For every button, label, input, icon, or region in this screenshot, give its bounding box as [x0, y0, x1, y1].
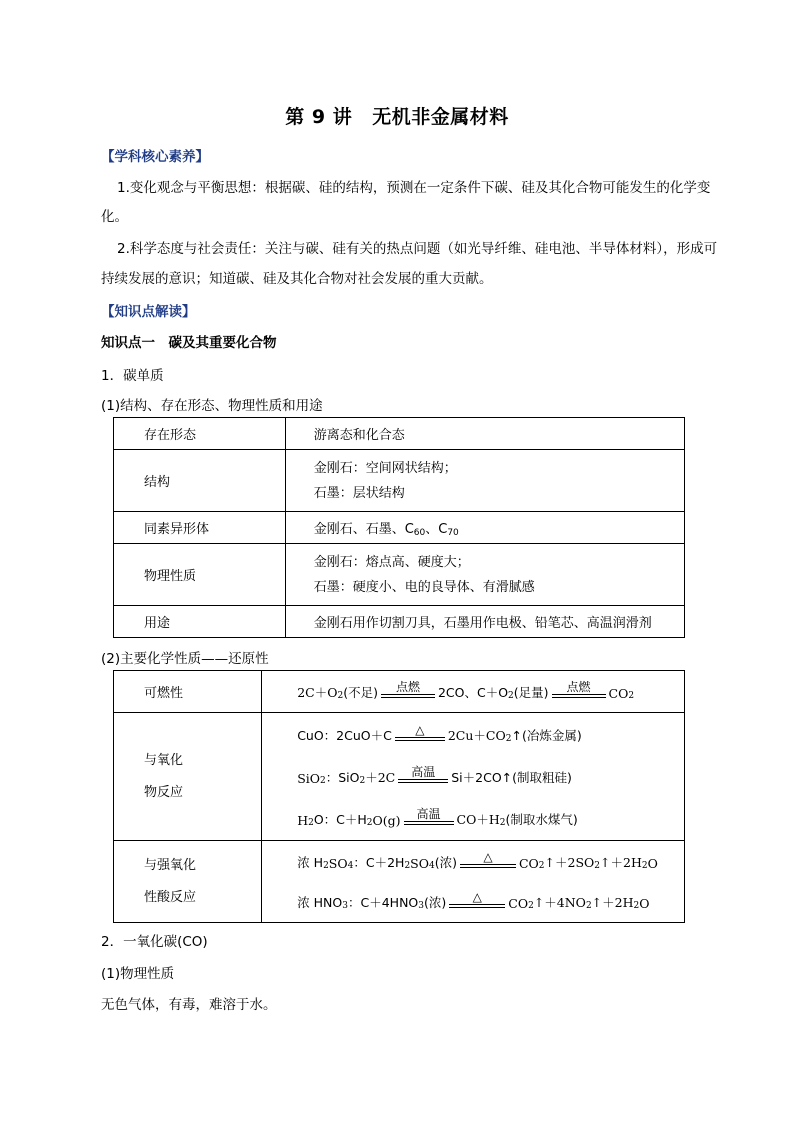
row-label-allotropes: 同素异形体	[114, 512, 286, 544]
table-row	[114, 418, 685, 450]
equation-h2so4: 浓 H $_2$ SO $_4$ ：C＋2H $_2$ SO $_4$ (浓) △ CO $_2$ ↑＋2SO $_2$ ↑＋2H $_2$ O	[297, 849, 658, 871]
core-paragraph-2-line-2: 持续发展的意识；知道碳、硅及其化合物对社会发展的重大贡献。	[101, 271, 493, 287]
equation-hno3: 浓 HNO $_3$ ：C＋4HNO $_3$ (浓) △ CO $_2$ ↑＋4NO $_2$ ↑＋2H $_2$ O	[297, 889, 650, 911]
equation-combustion: 2C＋O $_2$ (不足) 点燃 2CO、C＋O $_2$ (足量) 点燃 CO $_2$	[297, 679, 635, 701]
table-row	[114, 450, 685, 512]
condition-ignite: 点燃	[566, 679, 591, 694]
row-label-physical: 物理性质	[114, 544, 286, 606]
core-paragraph-2-line-1: 2.科学态度与社会责任：关注与碳、硅有关的热点问题（如光导纤维、硅电池、半导体材料），形成可	[117, 241, 718, 257]
item-carbon-monoxide: 2．一氧化碳(CO)	[101, 934, 208, 950]
row-value-existence: 游离态和化合态	[285, 418, 684, 450]
row-value-uses: 金刚石用作切割刀具，石墨用作电极、铅笔芯、高温润滑剂	[285, 606, 684, 638]
lecture-topic: 无机非金属材料	[372, 106, 509, 128]
row-label-oxide-1: 与氧化	[144, 752, 184, 768]
table-row	[114, 713, 685, 841]
row-label-uses: 用途	[114, 606, 286, 638]
row-value-allotropes: 金刚石、石墨、$C_{60}$、$C_{70}$	[285, 512, 684, 544]
condition-high-temp: 高温	[416, 806, 441, 821]
reaction-arrow	[404, 821, 454, 825]
row-label-oxide-2: 物反应	[144, 784, 184, 800]
table-row	[114, 606, 685, 638]
core-paragraph-1-line-2: 化。	[101, 209, 128, 225]
table-row	[114, 841, 685, 923]
reaction-arrow	[398, 779, 448, 783]
equation-h2o: H $_2$ O：C＋H $_2$ O(g) 高温 CO＋H $_2$ (制取水煤气)	[297, 806, 578, 828]
row-label-acid-1: 与强氧化	[144, 857, 197, 873]
carbon-properties-table	[113, 417, 685, 638]
sub-co-physical: (1)物理性质	[101, 966, 175, 982]
condition-heat: △	[415, 722, 425, 737]
row-label-structure: 结构	[114, 450, 286, 512]
equation-sio2: SiO $_2$ ：SiO $_2$ ＋2C 高温 Si＋2CO↑(制取粗硅)	[297, 764, 572, 786]
carbon-reactions-table	[113, 670, 685, 923]
structure-graphite: 石墨：层状结构	[313, 485, 405, 501]
knowledge-point-1-title: 知识点一 碳及其重要化合物	[101, 335, 277, 351]
condition-heat: △	[472, 889, 482, 904]
structure-diamond: 金刚石：空间网状结构；	[313, 460, 457, 476]
co-physical-description: 无色气体，有毒，难溶于水。	[101, 997, 277, 1013]
lecture-number: 第 9 讲	[285, 106, 353, 128]
physical-diamond: 金刚石：熔点高、硬度大；	[313, 554, 470, 570]
table-row	[114, 512, 685, 544]
sub-structure-properties: (1)结构、存在形态、物理性质和用途	[101, 398, 323, 414]
row-label-combustibility: 可燃性	[114, 671, 262, 713]
reaction-arrow	[381, 694, 435, 698]
item-carbon-elements: 1．碳单质	[101, 368, 164, 384]
sub-chemical-properties: (2)主要化学性质——还原性	[101, 651, 269, 667]
physical-graphite: 石墨：硬度小、电的良导体、有滑腻感	[313, 579, 535, 595]
table-row	[114, 671, 685, 713]
equation-cuo: CuO：2CuO＋C △ 2Cu＋CO $_2$ ↑(冶炼金属)	[297, 722, 582, 744]
section-core-literacy: 【学科核心素养】	[101, 149, 209, 165]
reaction-arrow	[449, 904, 505, 908]
condition-high-temp: 高温	[411, 764, 436, 779]
reaction-arrow	[395, 737, 445, 741]
condition-ignite: 点燃	[395, 679, 420, 694]
section-knowledge: 【知识点解读】	[101, 304, 196, 320]
page-title	[0, 102, 794, 129]
condition-heat: △	[483, 849, 493, 864]
row-label-existence: 存在形态	[114, 418, 286, 450]
core-paragraph-1-line-1: 1.变化观念与平衡思想：根据碳、硅的结构，预测在一定条件下碳、硅及其化合物可能发生的化学变	[117, 180, 711, 196]
row-label-acid-2: 性酸反应	[144, 889, 197, 905]
table-row	[114, 544, 685, 606]
reaction-arrow	[552, 694, 606, 698]
reaction-arrow	[460, 864, 516, 868]
